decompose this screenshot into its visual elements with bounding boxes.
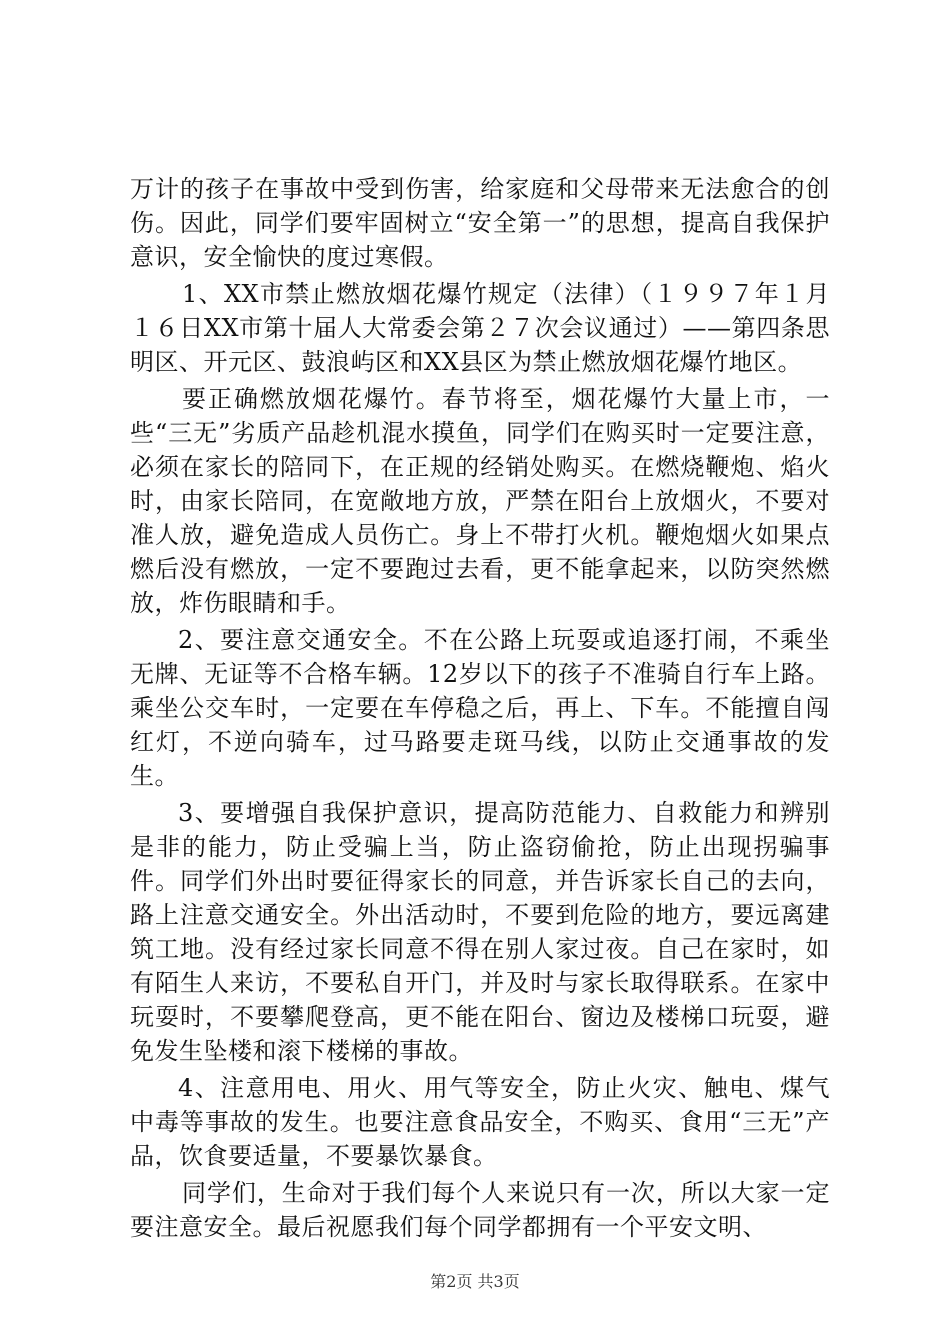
document-body xyxy=(130,172,830,1244)
paragraph-self-protection: 3、要增强自我保护意识，提高防范能力、自救能力和辨别是非的能力，防止受骗上当，防止盗窃偷抢，防止出现拐骗事件。同学们外出时要征得家长的同意，并告诉家长自己的去向，路上注意交通安全。外出活动时，不要到危险的地方，要远离建筑工地。没有经过家长同意不得在别人家过夜。自己在家时，如有陌生人来访，不要私自开门，并及时与家长取得联系。在家中玩耍时，不要攀爬登高，更不能在阳台、窗边及楼梯口玩耍，避免发生坠楼和滚下楼梯的事故。 xyxy=(130,799,830,1065)
paragraph-intro: 万计的孩子在事故中受到伤害，给家庭和父母带来无法愈合的创伤。因此，同学们要牢固树立“安全第一”的思想，提高自我保护意识，安全愉快的度过寒假。 xyxy=(130,175,830,271)
paragraph-fireworks: 要正确燃放烟花爆竹。春节将至，烟花爆竹大量上市，一些“三无”劣质产品趁机混水摸鱼，同学们在购买时一定要注意，必须在家长的陪同下，在正规的经销处购买。在燃烧鞭炮、焰火时，由家长陪同，在宽敞地方放，严禁在阳台上放烟火，不要对准人放，避免造成人员伤亡。身上不带打火机。鞭炮烟火如果点燃后没有燃放，一定不要跑过去看，更不能拿起来，以防突然燃放，炸伤眼睛和手。 xyxy=(130,385,830,617)
paragraph-regulation: 1、XX市禁止燃放烟花爆竹规定（法律）（１９９７年１月１６日XX市第十届人大常委会第２７次会议通过）——第四条思明区、开元区、鼓浪屿区和XX县区为禁止燃放烟花爆竹地区。 xyxy=(130,280,830,376)
paragraph-utilities: 4、注意用电、用火、用气等安全，防止火灾、触电、煤气中毒等事故的发生。也要注意食品安全，不购买、食用“三无”产品，饮食要适量，不要暴饮暴食。 xyxy=(130,1074,830,1170)
paragraph-closing: 同学们，生命对于我们每个人来说只有一次，所以大家一定要注意安全。最后祝愿我们每个同学都拥有一个平安文明、 xyxy=(130,1179,830,1241)
paragraph-traffic: 2、要注意交通安全。不在公路上玩耍或追逐打闹，不乘坐无牌、无证等不合格车辆。12岁以下的孩子不准骑自行车上路。乘坐公交车时，一定要在车停稳之后，再上、下车。不能擅自闯红灯，不逆向骑车，过马路要走斑马线，以防止交通事故的发生。 xyxy=(130,626,830,790)
page-footer: 第2页 共3页 xyxy=(430,1272,520,1291)
